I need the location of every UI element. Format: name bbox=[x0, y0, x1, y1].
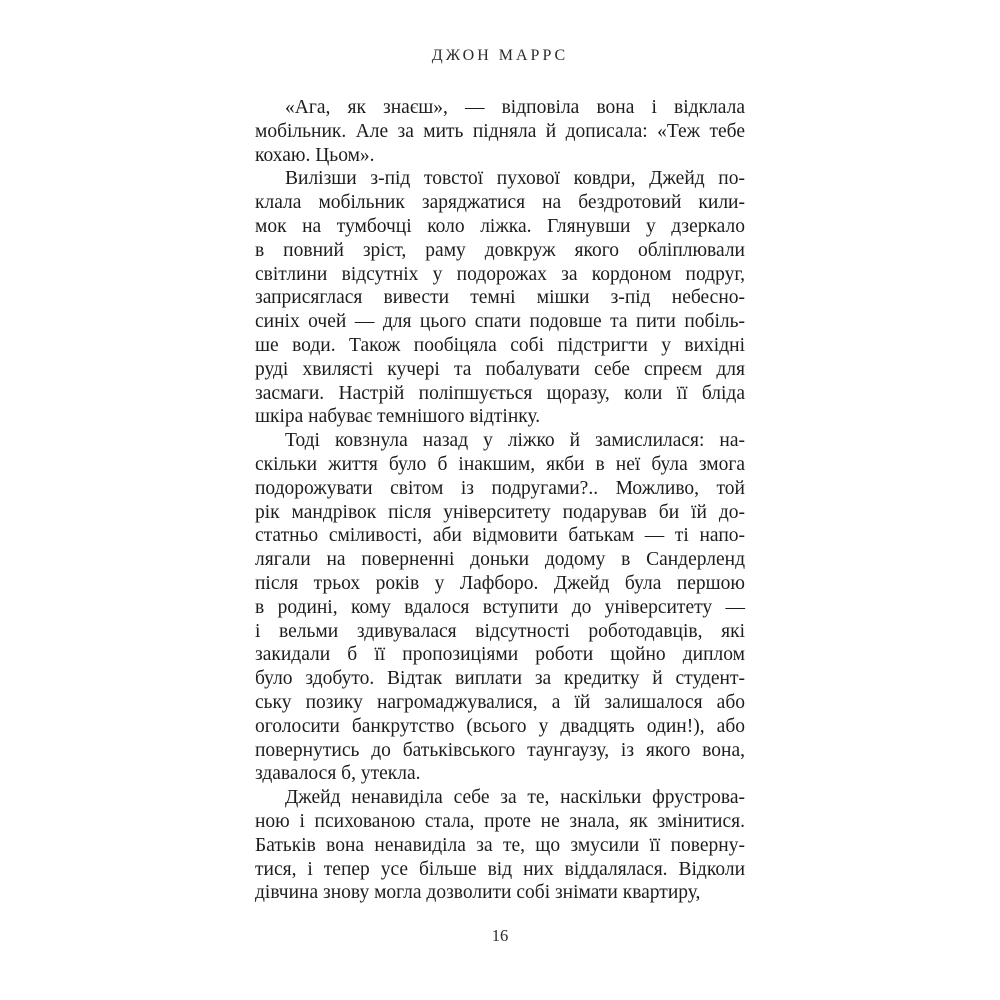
text-line: оголосити банкрутство (всього у двадцять один!), або bbox=[255, 715, 745, 737]
text-line: скільки життя було б інакшим, якби в неї була змога bbox=[255, 453, 745, 475]
text-line: синіх очей — для цього спати подовше та пити побіль- bbox=[255, 311, 745, 333]
text-line: рік мандрівок після університету подарував би їй до- bbox=[255, 501, 745, 523]
text-line: Джейд ненавиділа себе за те, наскільки фрустрова- bbox=[285, 787, 745, 809]
page-number: 16 bbox=[491, 926, 509, 946]
text-line: ше води. Також пообіцяла собі підстригти у вихідні bbox=[255, 334, 745, 356]
text-line: подорожувати світом із подругами?.. Можливо, той bbox=[255, 477, 745, 499]
text-line: після трьох років у Лафборо. Джейд була першою bbox=[255, 572, 745, 594]
text-line: Тоді ковзнула назад у ліжко й замислилася: на- bbox=[285, 430, 745, 452]
text-line: статньо сміливості, аби відмовити батькам — ті напо- bbox=[255, 525, 745, 547]
text-line: заприсяглася вивести темні мішки з-під небесно- bbox=[255, 287, 745, 309]
text-line: лягали на поверненні доньки додому в Сандерленд bbox=[255, 549, 745, 571]
text-line: ську позику нагромаджувалися, а їй залишалося або bbox=[255, 691, 745, 713]
text-line: мобільник. Але за мить підняла й дописала: «Теж тебе bbox=[255, 120, 745, 142]
text-line: було здобуто. Відтак виплати за кредитку й студент- bbox=[255, 668, 745, 690]
text-line: шкіра набуває темнішого відтінку. bbox=[255, 406, 541, 428]
text-line: повернутись до батьківського таунгаузу, із якого вона, bbox=[255, 739, 745, 761]
text-line: в родині, кому вдалося вступити до університету — bbox=[255, 596, 745, 618]
text-line: мок на тумбочці коло ліжка. Глянувши у дзеркало bbox=[255, 215, 745, 237]
body-text-block bbox=[255, 96, 745, 905]
text-line: дівчина знову могла дозволити собі знімати квартиру, bbox=[255, 882, 701, 904]
text-line: і вельми здивувалася відсутності роботодавців, які bbox=[255, 620, 745, 642]
text-line: Батьків вона ненавиділа за те, що змусили її поверну- bbox=[255, 834, 745, 856]
text-line: «Ага, як знаєш», — відповіла вона і відклала bbox=[285, 97, 745, 118]
text-line: закидали б її пропозиціями роботи щойно диплом bbox=[255, 644, 745, 666]
text-line: здавалося б, утекла. bbox=[255, 763, 421, 785]
text-line: світлини відсутніх у подорожах за кордоном подруг, bbox=[255, 263, 745, 285]
text-line: клала мобільник заряджатися на бездротовий кили- bbox=[255, 192, 745, 214]
text-line: Вилізши з-під товстої пухової ковдри, Джейд по- bbox=[285, 168, 745, 190]
text-line: руді хвилясті кучері та побалувати себе спреєм для bbox=[255, 358, 745, 380]
running-header: ДЖОН МАРРС bbox=[431, 47, 569, 64]
text-line: кохаю. Цьом». bbox=[255, 144, 375, 166]
text-line: тися, і тепер усе більше від них віддалялася. Відколи bbox=[255, 858, 745, 880]
text-line: ною і психованою стала, проте не знала, як змінитися. bbox=[255, 810, 745, 832]
text-line: в повний зріст, раму довкруж якого обліплювали bbox=[255, 239, 745, 261]
text-line: засмаги. Настрій поліпшується щоразу, коли її бліда bbox=[255, 382, 745, 404]
